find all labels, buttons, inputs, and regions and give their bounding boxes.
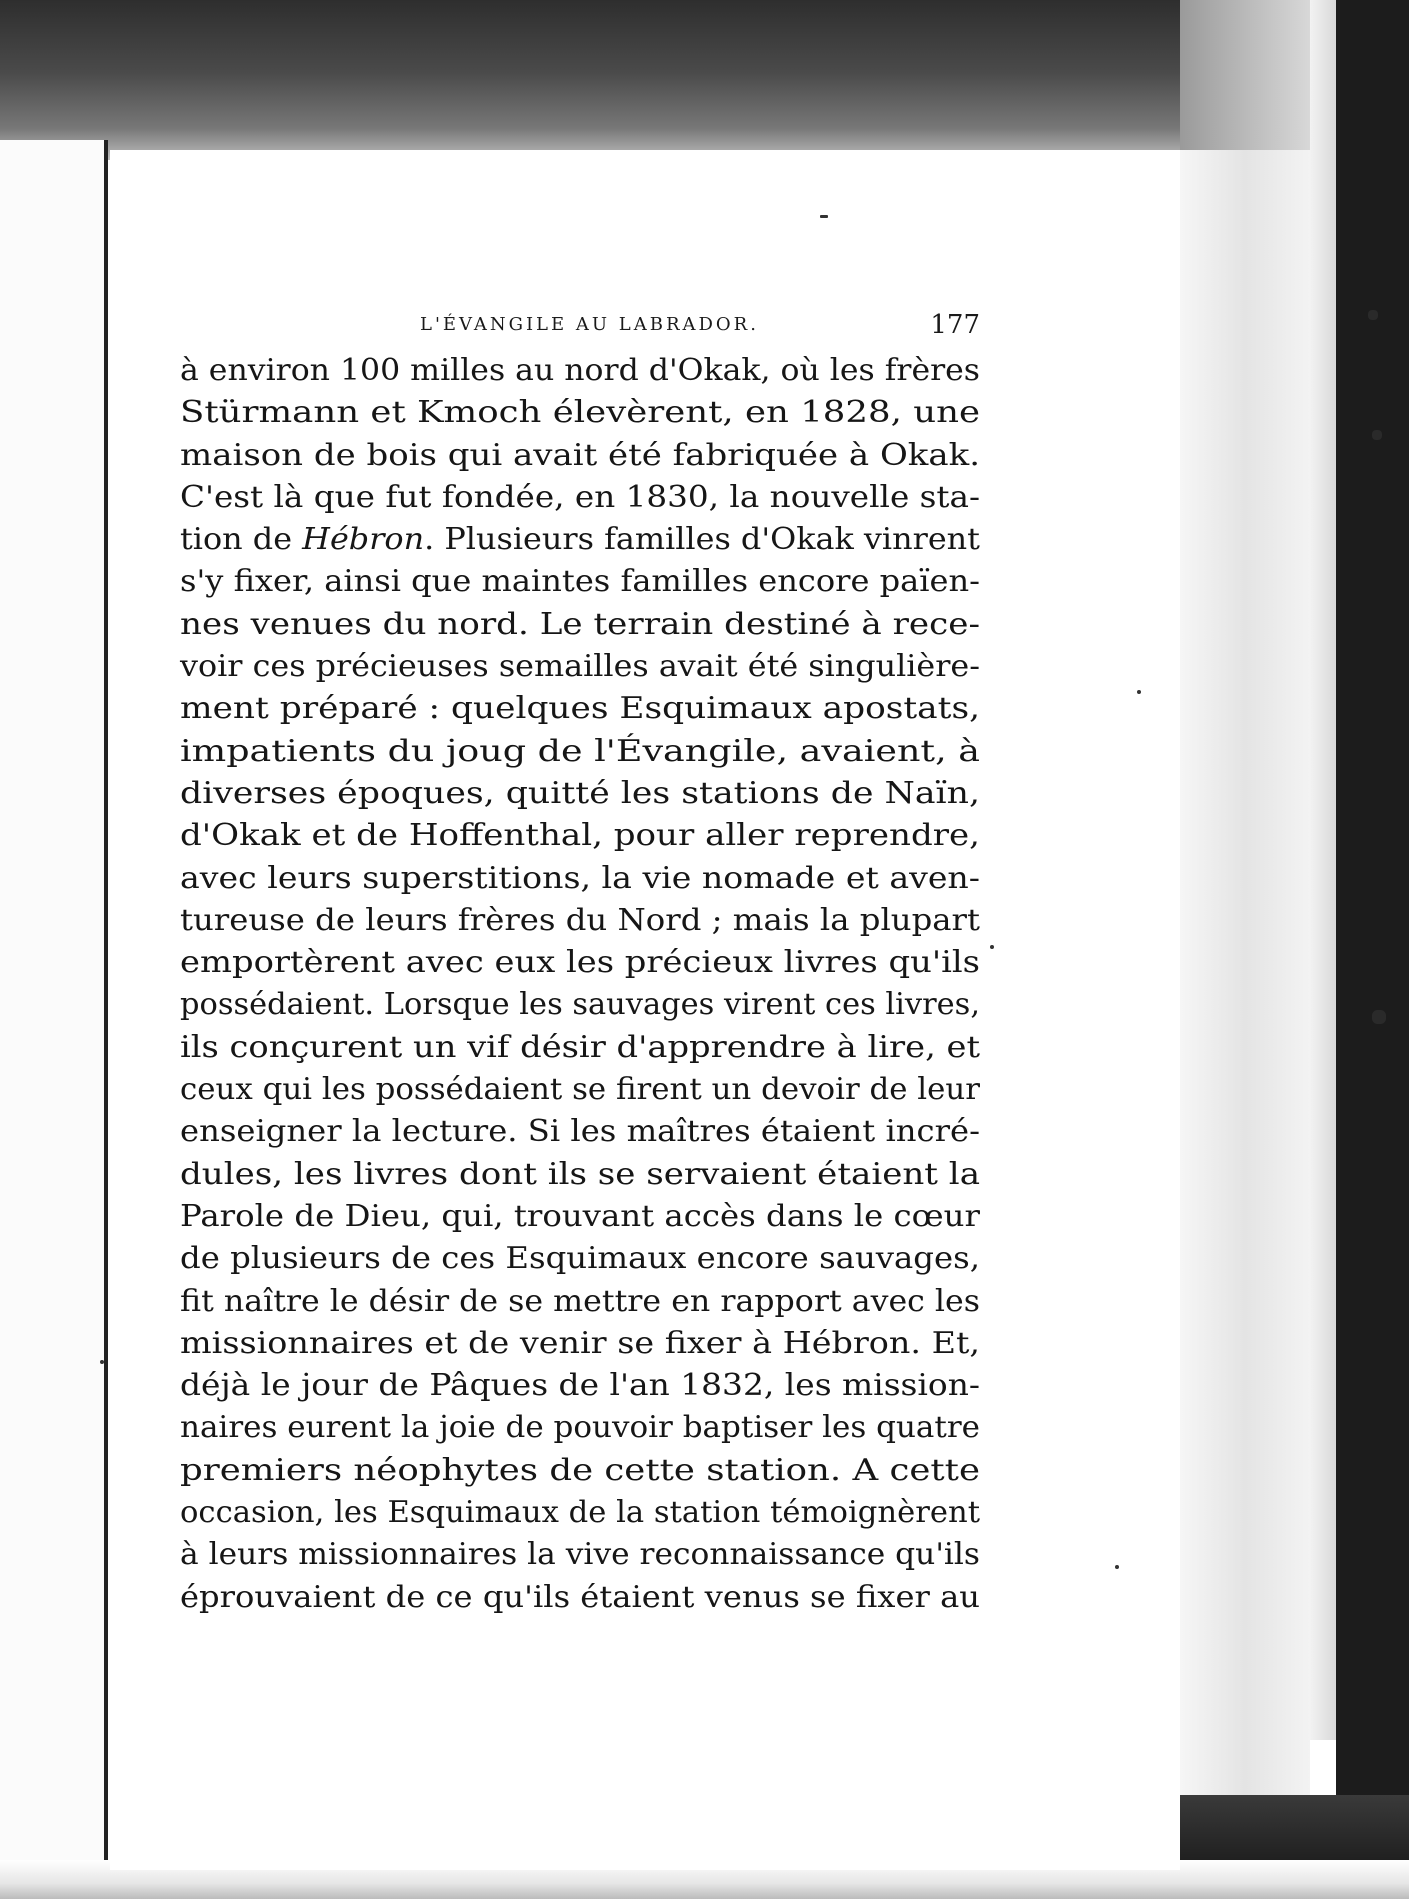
text-line: s'y fixer, ainsi que maintes familles encore païen- (180, 564, 980, 600)
running-title: L'ÉVANGILE AU LABRADOR. (420, 314, 759, 335)
text-line: maison de bois qui avait été fabriquée à Okak. (180, 437, 980, 473)
scan-top-right-shadow (1180, 0, 1310, 170)
text-line: Stürmann et Kmoch élevèrent, en 1828, une (180, 395, 980, 431)
scan-dot (1115, 1565, 1119, 1569)
scan-dot (100, 1360, 104, 1364)
scan-speck (1372, 1010, 1386, 1024)
running-head (180, 310, 980, 350)
text-line: enseigner la lecture. Si les maîtres étaient incré- (180, 1114, 980, 1150)
text-line: tion de Hébron. Plusieurs familles d'Okak vinrent (180, 522, 981, 558)
text-line: ils conçurent un vif désir d'apprendre à lire, et (180, 1029, 980, 1065)
scan-speck (1372, 430, 1382, 440)
text-line: à environ 100 milles au nord d'Okak, où les frères (180, 353, 980, 388)
text-line: fit naître le désir de se mettre en rapport avec les (180, 1283, 980, 1319)
book-edge (1310, 0, 1336, 1740)
text-line: avec leurs superstitions, la vie nomade et aven- (180, 860, 981, 896)
scan-dot (1137, 690, 1141, 694)
scan-dot (990, 945, 994, 949)
page-number: 177 (930, 310, 980, 340)
page-gutter-line (104, 140, 108, 1870)
text-line: missionnaires et de venir se fixer à Hébron. Et, (180, 1325, 980, 1361)
text-line: ment préparé : quelques Esquimaux apostats, (180, 691, 980, 727)
text-line: d'Okak et de Hoffenthal, pour aller reprendre, (180, 818, 980, 854)
scan-speck (1368, 310, 1378, 320)
text-line: dules, les livres dont ils se servaient étaient la (180, 1156, 980, 1192)
text-line: occasion, les Esquimaux de la station témoignèrent (180, 1495, 980, 1531)
text-line: diverses époques, quitté les stations de Naïn, (180, 775, 980, 811)
text-line: emportèrent avec eux les précieux livres qu'ils (180, 945, 980, 981)
text-line: déjà le jour de Pâques de l'an 1832, les mission- (180, 1368, 980, 1404)
text-line: naires eurent la joie de pouvoir baptiser les quatre (180, 1410, 980, 1446)
text-line: nes venues du nord. Le terrain destiné à rece- (180, 606, 980, 642)
text-line: tureuse de leurs frères du Nord ; mais la plupart (180, 902, 980, 938)
text-line: de plusieurs de ces Esquimaux encore sauvages, (180, 1241, 980, 1277)
body-text (180, 350, 980, 1619)
text-line: Parole de Dieu, qui, trouvant accès dans le cœur (180, 1198, 980, 1234)
text-line: premiers néophytes de cette station. A cette (180, 1452, 980, 1488)
text-line: possédaient. Lorsque les sauvages virent ces livres, (180, 987, 980, 1023)
scan-right-shadow (1336, 0, 1409, 1899)
scan-dot (820, 215, 828, 218)
text-line: à leurs missionnaires la vive reconnaissance qu'ils (180, 1537, 980, 1573)
text-line: éprouvaient de ce qu'ils étaient venus se fixer au (180, 1579, 981, 1615)
facing-page-edge (0, 140, 104, 1880)
text-line: ceux qui les possédaient se firent un devoir de leur (180, 1072, 980, 1108)
text-line: voir ces précieuses semailles avait été singulière- (180, 649, 980, 685)
page-stack-edge (1180, 150, 1310, 1800)
emphasized-place-name: Hébron (302, 522, 425, 558)
text-line: C'est là que fut fondée, en 1830, la nouvelle sta- (180, 479, 980, 515)
text-line: impatients du joug de l'Évangile, avaient, à (180, 733, 980, 769)
